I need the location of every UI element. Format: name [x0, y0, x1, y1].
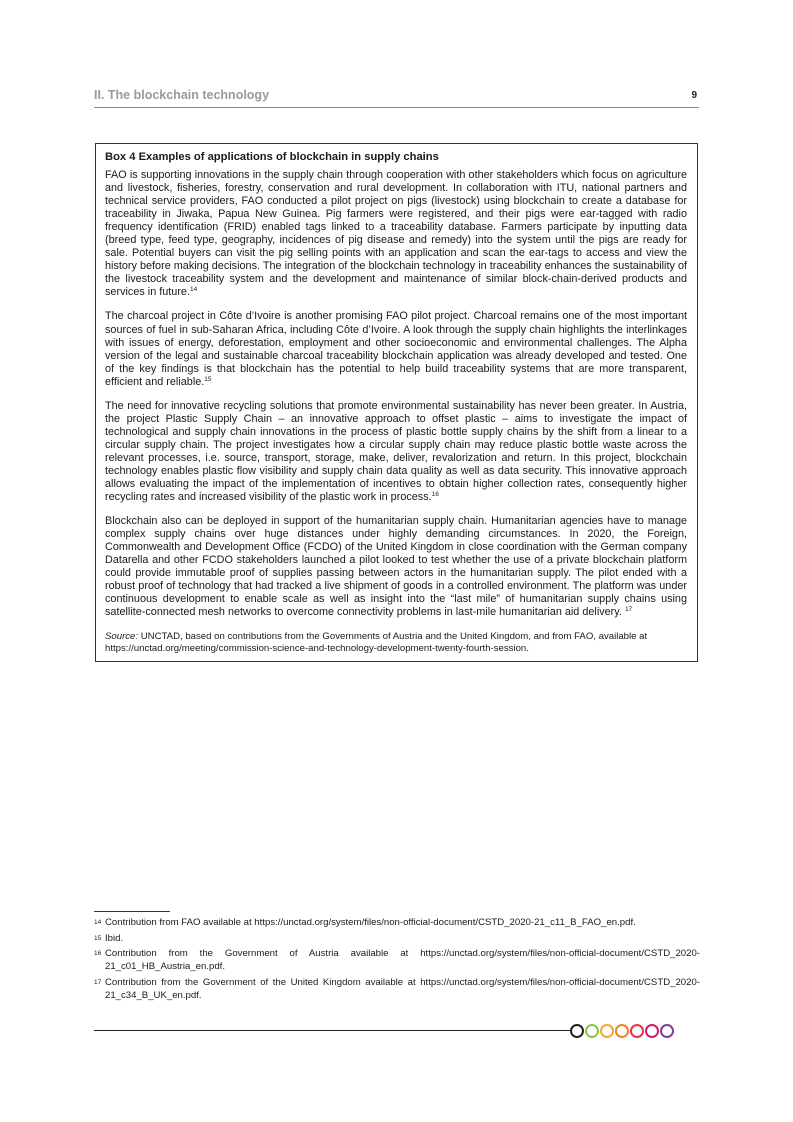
footnote-divider — [94, 911, 170, 912]
box-title: Box 4 Examples of applications of blockchain in supply chains — [105, 151, 439, 163]
decor-circle-icon — [615, 1024, 629, 1038]
footnote-15: 15 Ibid. — [94, 932, 124, 944]
page-number: 9 — [691, 90, 697, 101]
decor-circle-icon — [600, 1024, 614, 1038]
running-header-title: II. The blockchain technology — [94, 88, 270, 102]
decorative-circles — [570, 1024, 675, 1038]
box-paragraph-plastic: The need for innovative recycling solutions that promote environmental sustainability has never been greater. In Austria, the project Plastic Supply Chain – an innovative approach to offset plastic – aims to investigate the impact of technological and supply chain innovations in the process of plastic bottle supply chains by the shift from a linear to a circular supply chain. The project investigates how a circular supply chain may reduce plastic bottle waste across the relevant processes, i.e. source, transport, storage, make, deliver, revalorization and return. In this project, blockchain technology enables plastic flow visibility and supply chain data quality as well as data security. This innovative approach allows evaluating the impact of the implementation of incentives to obtain higher collection rates, consequently higher recycling rates and increased visibility of the plastic work in process.$^{16}$ — [105, 399, 687, 504]
header-divider — [94, 107, 699, 108]
box-paragraph-fao-pigs: FAO is supporting innovations in the supply chain through cooperation with other stakeholders which focus on agriculture and livestock, fisheries, forestry, conservation and rural development. In collaboration with ITU, national partners and technical service providers, FAO conducted a pilot project on pigs (livestock) using blockchain to create a database for traceability in Jiwaka, Papua New Guinea. Pig farmers were registered, and their pigs were ear-tagged with radio frequency identification (FRID) enabled tags linked to a traceability database. Farmers participate by inputting data (breed type, feed type, geography, incidences of pig disease and remedy) into the system until the pigs are ready for sale. Potential buyers can visit the pig selling points with an application and scan the ear-tags to access and view the history before making decisions. The integration of the blockchain technology in traceability enhances the sustainability of the livestock traceability system and the development and maintenance of similar block-chain-derived products and services in future.$^{14}$ — [105, 169, 687, 299]
footnote-16: 16 Contribution from the Government of Austria available at https://unctad.org/system/files/non-official-document/CSTD_2020-21_c01_HB_Austria_en.pdf. — [94, 948, 700, 973]
decor-circle-icon — [630, 1024, 644, 1038]
bottom-divider — [94, 1030, 570, 1031]
footnotes — [94, 917, 700, 1005]
footnote-ref-15: 15 — [204, 375, 212, 383]
decor-circle-icon — [645, 1024, 659, 1038]
decor-circle-icon — [585, 1024, 599, 1038]
footnote-17: 17 Contribution from the Government of the United Kingdom available at https://unctad.org/system/files/non-official-document/CSTD_2020-21_c34_B_UK_en.pdf. — [94, 976, 700, 1001]
footnote-ref-16: 16 — [431, 491, 439, 499]
box-4-panel — [95, 143, 698, 662]
decor-circle-icon — [660, 1024, 674, 1038]
box-source: Source: UNCTAD, based on contributions from the Governments of Austria and the United Kingdom, and from FAO, available at https://unctad.org/meeting/commission-science-and-technology-development-twenty-fourth-session. — [105, 630, 648, 655]
footnote-14: 14 Contribution from FAO available at https://unctad.org/system/files/non-official-document/CSTD_2020-21_c11_B_FAO_en.pdf. — [94, 917, 636, 928]
source-label: Source: — [105, 630, 139, 642]
box-paragraph-humanitarian: Blockchain also can be deployed in support of the humanitarian supply chain. Humanitarian agencies have to manage complex supply chains over huge distances under highly demanding circumstances. In 2020, the Foreign, Commonwealth and Development Office (FCDO) of the United Kingdom in close coordination with the German company Datarella and other FCDO stakeholders launched a pilot looked to test whether the use of a private blockchain platform could provide immutable proof of supplies passing between actors in the humanitarian supply. The pilot ended with a robust proof of technology that had tracked a live shipment of goods in a controlled environment. The platform was under continuous development to enable scale as well as insight into the “last mile” of humanitarian supply chains using satellite-connected mesh networks to overcome connectivity problems in last-mile humanitarian aid delivery. $^{17}$ — [105, 515, 687, 619]
footnote-ref-17: 17 — [624, 606, 633, 614]
decor-circle-icon — [570, 1024, 584, 1038]
box-paragraph-charcoal: The charcoal project in Côte d’Ivoire is another promising FAO pilot project. Charcoal remains one of the most important sources of fuel in sub-Saharan Africa, including Côte d’Ivoire. A look through the supply chain highlights the interlinkages with issues of energy, deforestation, employment and other socioeconomic and environmental challenges. The Alpha version of the legal and sustainable charcoal traceability blockchain application was already developed and tested. One of the key findings is that blockchain has the potential to help build traceability systems that are more transparent, efficient and reliable.$^{15}$ — [105, 310, 687, 388]
footnote-ref-14: 14 — [189, 286, 198, 294]
